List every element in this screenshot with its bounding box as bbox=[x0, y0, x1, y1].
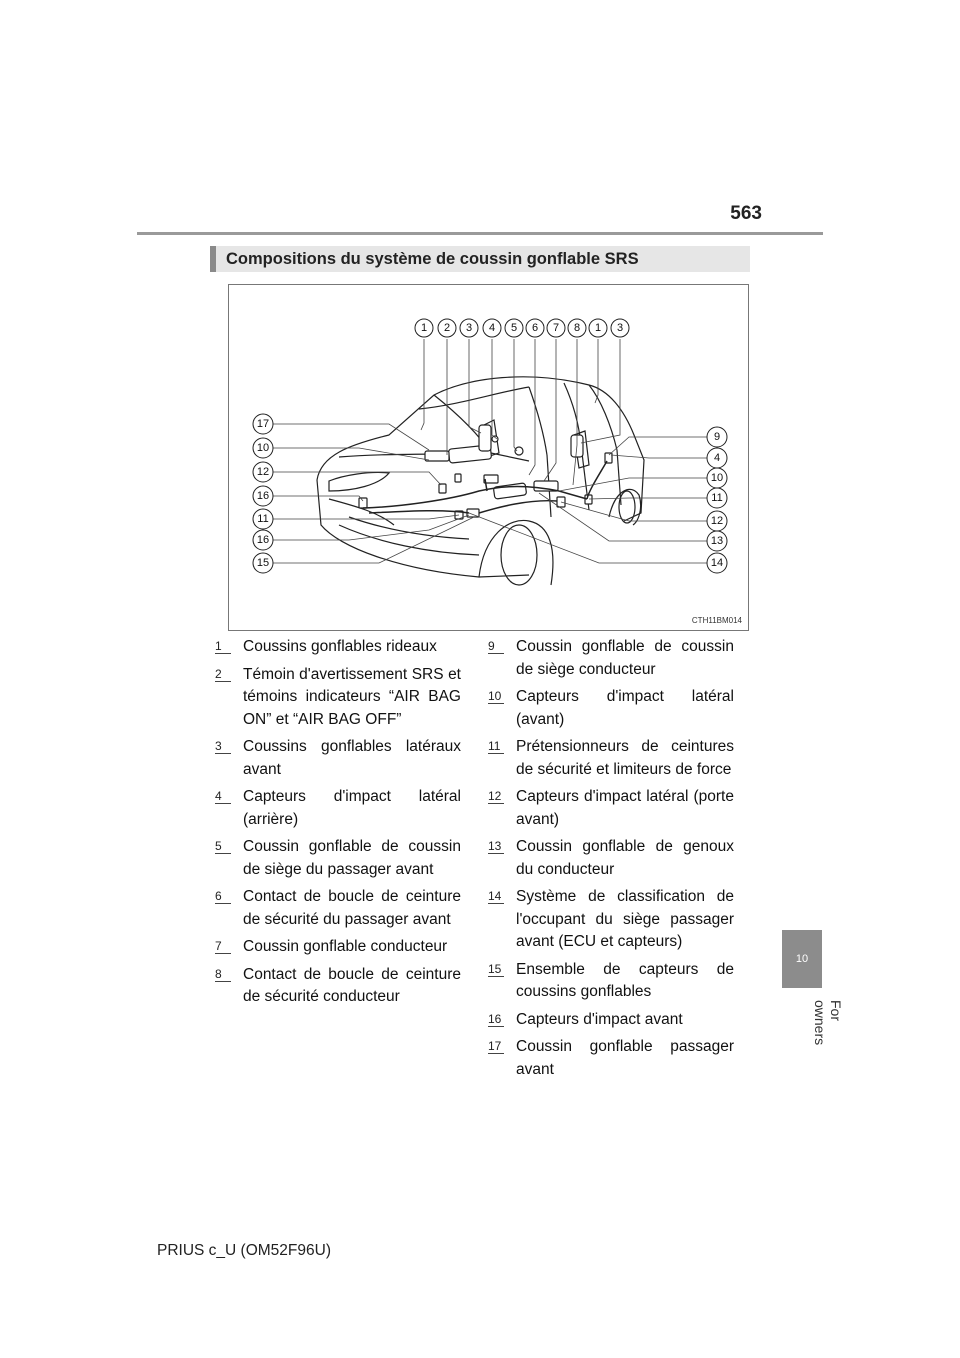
header-rule bbox=[137, 232, 823, 235]
callout-top-8 bbox=[568, 319, 586, 337]
svg-text:13: 13 bbox=[710, 535, 724, 547]
callout-top-3 bbox=[460, 319, 478, 337]
legend-text: Coussin gonflable conducteur bbox=[243, 938, 448, 955]
legend-text: Capteurs d'impact latéral (porte avant) bbox=[516, 788, 734, 828]
callout-top-9 bbox=[589, 319, 607, 337]
legend-number: 16 bbox=[488, 1012, 504, 1027]
legend-number: 17 bbox=[488, 1039, 504, 1054]
legend-number: 7 bbox=[215, 939, 231, 954]
legend-item bbox=[488, 786, 734, 831]
legend-text: Coussin gonflable de coussin de siège conducteur bbox=[516, 638, 734, 678]
airbag-system-figure bbox=[228, 284, 749, 631]
chapter-label: For owners bbox=[812, 1000, 844, 1046]
legend-text: Capteurs d'impact latéral (avant) bbox=[516, 688, 734, 728]
legend-text: Contact de boucle de ceinture de sécurité conducteur bbox=[243, 965, 461, 1005]
svg-text:7: 7 bbox=[552, 322, 560, 334]
callout-left-6 bbox=[253, 530, 273, 550]
legend-number: 6 bbox=[215, 889, 231, 904]
legend-item bbox=[488, 636, 734, 681]
legend-text: Contact de boucle de ceinture de sécurité du passager avant bbox=[243, 888, 461, 928]
callout-left-4 bbox=[253, 486, 273, 506]
legend-item bbox=[488, 686, 734, 731]
legend-item bbox=[215, 636, 461, 659]
legend-number: 1 bbox=[215, 639, 231, 654]
footer-model-code: PRIUS c_U (OM52F96U) bbox=[157, 1242, 331, 1259]
legend-text: Coussins gonflables latéraux avant bbox=[243, 738, 461, 778]
legend-item bbox=[215, 786, 461, 831]
callout-left-1 bbox=[253, 414, 273, 434]
legend-item bbox=[215, 936, 461, 959]
svg-text:12: 12 bbox=[256, 466, 270, 478]
legend-number: 9 bbox=[488, 639, 504, 654]
legend-text: Coussin gonflable passager avant bbox=[516, 1038, 734, 1078]
svg-text:10: 10 bbox=[256, 442, 270, 454]
legend-text: Système de classification de l'occupant du siège passager avant (ECU et capteurs) bbox=[516, 888, 734, 950]
legend-number: 5 bbox=[215, 839, 231, 854]
legend-item bbox=[488, 836, 734, 881]
svg-text:11: 11 bbox=[257, 513, 269, 525]
legend-number: 15 bbox=[488, 962, 504, 977]
legend-number: 3 bbox=[215, 739, 231, 754]
legend-item bbox=[215, 736, 461, 781]
svg-text:14: 14 bbox=[710, 557, 724, 569]
svg-text:1: 1 bbox=[420, 322, 428, 334]
legend-item bbox=[215, 836, 461, 881]
callout-top-5 bbox=[505, 319, 523, 337]
callout-top-1 bbox=[415, 319, 433, 337]
legend-number: 14 bbox=[488, 889, 504, 904]
svg-text:5: 5 bbox=[510, 322, 518, 334]
legend-item bbox=[488, 1009, 734, 1032]
callout-left-5 bbox=[253, 509, 273, 529]
svg-text:16: 16 bbox=[256, 534, 270, 546]
legend-number: 8 bbox=[215, 967, 231, 982]
legend-text: Capteurs d'impact avant bbox=[516, 1010, 683, 1028]
chapter-tab: 10 bbox=[782, 930, 822, 988]
callout-top-10 bbox=[611, 319, 629, 337]
svg-text:8: 8 bbox=[573, 322, 581, 334]
car-illustration bbox=[229, 285, 748, 630]
wiring-harness bbox=[363, 461, 607, 513]
callout-right-5 bbox=[707, 511, 727, 531]
legend-text: Témoin d'avertissement SRS et témoins indicateurs “AIR BAG ON” et “AIR BAG OFF” bbox=[243, 665, 461, 728]
svg-text:2: 2 bbox=[443, 322, 451, 334]
callout-top-7 bbox=[547, 319, 565, 337]
legend-number: 2 bbox=[215, 667, 231, 682]
page-number: 563 bbox=[730, 203, 762, 224]
svg-text:17: 17 bbox=[256, 418, 270, 430]
callout-top-4 bbox=[483, 319, 501, 337]
svg-text:3: 3 bbox=[616, 322, 624, 334]
callout-top-2 bbox=[438, 319, 456, 337]
legend-item bbox=[215, 964, 461, 1009]
legend-text: Prétensionneurs de ceintures de sécurité et limiteurs de force bbox=[516, 738, 734, 778]
svg-text:6: 6 bbox=[531, 322, 539, 334]
callout-left-2 bbox=[253, 438, 273, 458]
svg-text:4: 4 bbox=[713, 452, 721, 464]
callout-right-2 bbox=[707, 448, 727, 468]
legend-item bbox=[488, 736, 734, 781]
svg-text:11: 11 bbox=[711, 492, 723, 504]
svg-text:4: 4 bbox=[488, 322, 496, 334]
callout-right-1 bbox=[707, 427, 727, 447]
legend-item bbox=[488, 886, 734, 954]
callout-left-7 bbox=[253, 553, 273, 573]
svg-text:1: 1 bbox=[594, 322, 602, 334]
legend-text: Ensemble de capteurs de coussins gonflables bbox=[516, 960, 734, 1000]
legend-number: 13 bbox=[488, 839, 504, 854]
callout-right-7 bbox=[707, 553, 727, 573]
legend-number: 4 bbox=[215, 789, 231, 804]
callout-top-6 bbox=[526, 319, 544, 337]
legend-right-column bbox=[488, 636, 734, 1086]
svg-text:12: 12 bbox=[710, 515, 724, 527]
legend-text: Coussin gonflable de genoux du conducteur bbox=[516, 838, 734, 878]
callout-right-6 bbox=[707, 531, 727, 551]
svg-text:15: 15 bbox=[256, 557, 270, 569]
callout-left-3 bbox=[253, 462, 273, 482]
section-title: Compositions du système de coussin gonflable SRS bbox=[226, 249, 639, 268]
callout-right-3 bbox=[707, 468, 727, 488]
legend-number: 11 bbox=[488, 739, 504, 754]
legend-text: Capteurs d'impact latéral (arrière) bbox=[243, 788, 461, 828]
legend-left-column bbox=[215, 636, 461, 1014]
svg-text:3: 3 bbox=[465, 322, 473, 334]
legend-text: Coussin gonflable de coussin de siège du passager avant bbox=[243, 838, 461, 878]
callout-right-4 bbox=[707, 488, 727, 508]
legend-item bbox=[488, 1036, 734, 1081]
legend-number: 12 bbox=[488, 789, 504, 804]
svg-text:10: 10 bbox=[710, 472, 724, 484]
legend-number: 10 bbox=[488, 689, 504, 704]
section-header bbox=[210, 246, 750, 272]
svg-text:9: 9 bbox=[713, 431, 721, 443]
figure-code: CTH11BM014 bbox=[691, 616, 742, 625]
svg-text:16: 16 bbox=[256, 490, 270, 502]
legend-item bbox=[215, 886, 461, 931]
legend-item bbox=[215, 664, 461, 732]
legend-text: Coussins gonflables rideaux bbox=[243, 638, 437, 655]
legend-item bbox=[488, 959, 734, 1004]
